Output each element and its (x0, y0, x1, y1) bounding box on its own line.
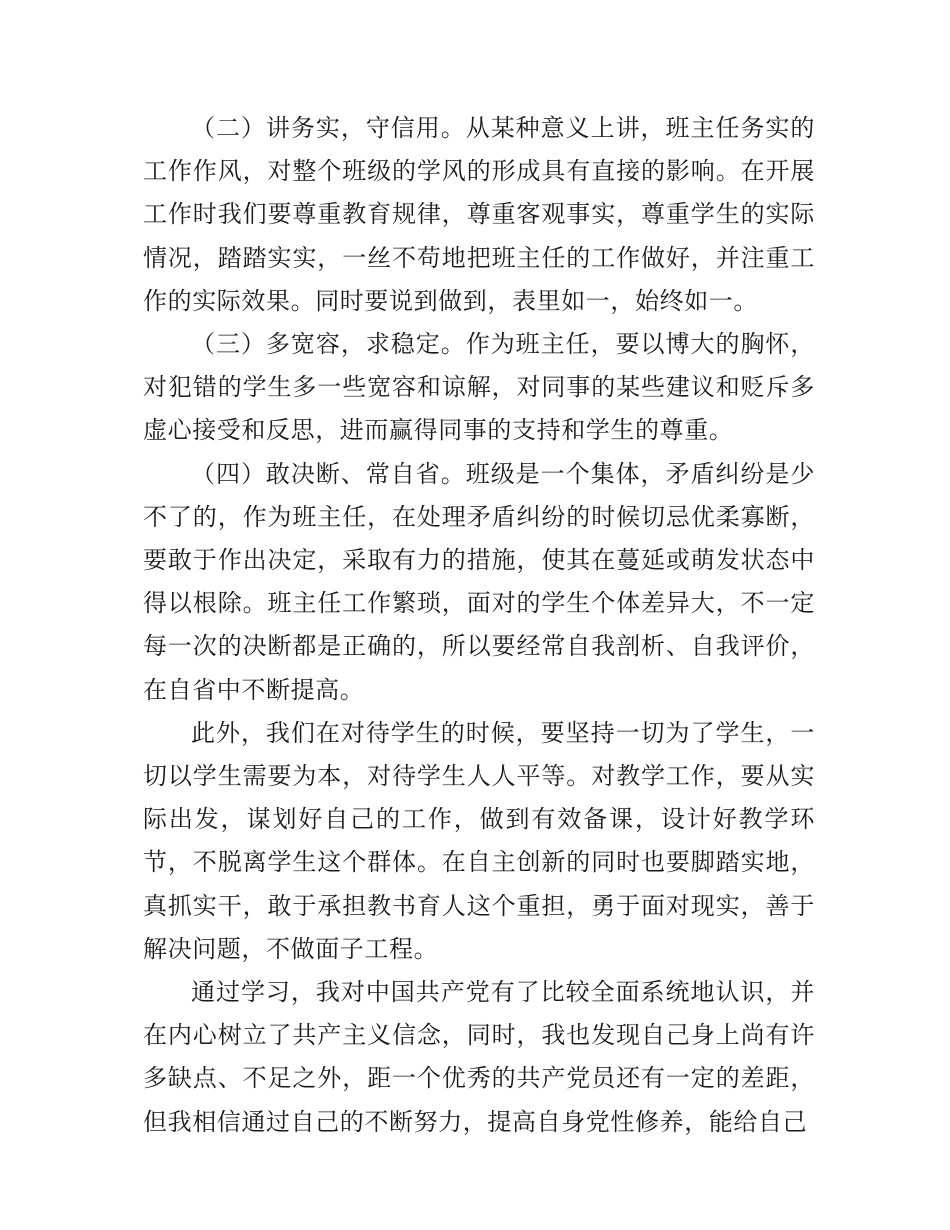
paragraph-students: 此外，我们在对待学生的时候，要坚持一切为了学生，一切以学生需要为本，对待学生人人平等。对教学工作，要从实际出发，谋划好自己的工作，做到有效备课，设计好教学环节，不脱离学生这个群体。在自主创新的同时也要脚踏实地，真抓实干，敢于承担教书育人这个重担，勇于面对现实，善于解决问题，不做面子工程。 (143, 718, 815, 963)
paragraph-study-reflection: 通过学习，我对中国共产党有了比较全面系统地认识，并在内心树立了共产主义信念，同时，我也发现自己身上尚有许多缺点、不足之外，距一个优秀的共产党员还有一定的差距，但我相信通过自己的不断努力，提高自身党性修养，能给自己 (143, 978, 815, 1136)
paragraph-decisiveness: （四）敢决断、常自省。班级是一个集体，矛盾纠纷是少不了的，作为班主任，在处理矛盾纠纷的时候切忌优柔寡断，要敢于作出决定，采取有力的措施，使其在蔓延或萌发状态中得以根除。班主任工作繁琐，面对的学生个体差异大，不一定每一次的决断都是正确的，所以要经常自我剖析、自我评价，在自省中不断提高。 (143, 459, 815, 704)
paragraph-tolerance: （三）多宽容，求稳定。作为班主任，要以博大的胸怀，对犯错的学生多一些宽容和谅解，对同事的某些建议和贬斥多虚心接受和反思，进而赢得同事的支持和学生的尊重。 (143, 330, 815, 445)
paragraph-pragmatism: （二）讲务实，守信用。从某种意义上讲，班主任务实的工作作风，对整个班级的学风的形成具有直接的影响。在开展工作时我们要尊重教育规律，尊重客观事实，尊重学生的实际情况，踏踏实实，一丝不苟地把班主任的工作做好，并注重工作的实际效果。同时要说到做到，表里如一，始终如一。 (143, 114, 815, 315)
document-body (143, 107, 815, 1144)
